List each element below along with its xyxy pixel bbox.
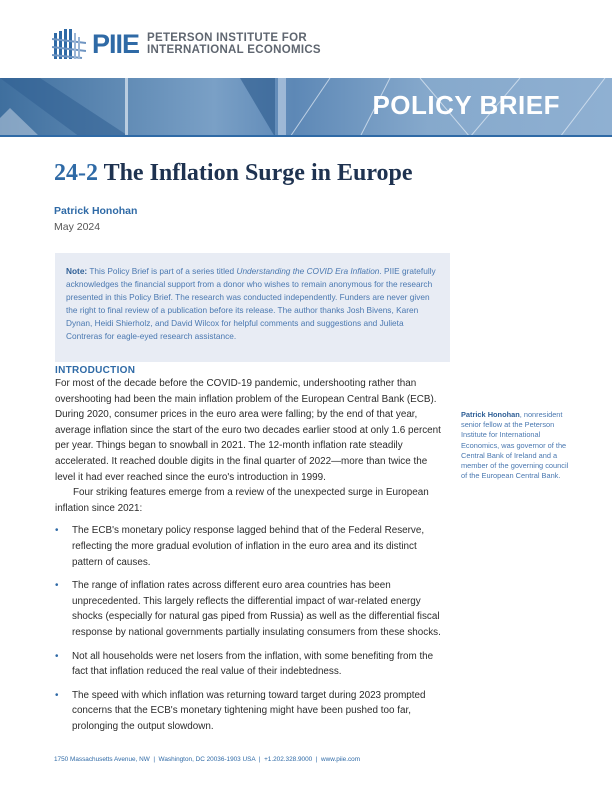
piie-logo: [52, 27, 321, 61]
key-features-list: [55, 523, 450, 734]
title-text: The Inflation Surge in Europe: [103, 160, 413, 186]
building-logo-icon: [52, 27, 86, 61]
list-item: • The ECB's monetary policy response lagged behind that of the Federal Reserve, reflecting the more gradual evolution of inflation in the euro area and its distinct pattern of causes.: [55, 523, 450, 570]
institute-name-line1: PETERSON INSTITUTE FOR: [147, 32, 307, 44]
paragraph: For most of the decade before the COVID-19 pandemic, undershooting rather than overshooting had been the main inflation problem of the European Central Bank (ECB). During 2020, consumer prices in the euro area were falling; by the end of that year, average inflation since the start of the euro two decades earlier stood at only 1.6 percent per year. Things began to snowball in 2021. The 12-month inflation rate steadily accelerated. It reached double digits in the final quarter of 2022—more than twice the level it had ever reached since the euro's introduction in 1999.: [55, 378, 441, 483]
policy-brief-banner: [0, 78, 612, 137]
bio-name: Patrick Honohan: [461, 410, 520, 419]
list-item: • Not all households were net losers from the inflation, with some benefiting from the fact that inflation reduced the real value of their indebtedness.: [55, 649, 450, 680]
brief-number: 24-2: [54, 160, 98, 186]
footer-address: 1750 Massachusetts Avenue, NW | Washington, DC 20036-1903 USA | +1.202.328.9000 | www.piie.com: [54, 756, 361, 763]
list-item: • The range of inflation rates across different euro area countries has been unprecedented. This largely reflects the differential impact of war-related energy shocks (especially for natural gas piped from Russia) as well as the differential fiscal response by national governments partially insulating consumers from these shocks.: [55, 578, 450, 640]
note-text: This Policy Brief is part of a series titled: [87, 266, 237, 276]
author: Patrick Honohan: [54, 205, 138, 217]
note-label: Note:: [66, 266, 88, 276]
note-box: [55, 253, 450, 362]
logo-abbr: PIIE: [92, 28, 140, 59]
banner-title: POLICY BRIEF: [372, 90, 560, 120]
bio-text: , nonresident senior fellow at the Peterson Institute for International Economics, was governor of the Central Bank of Ireland and a member of the governing council of the European Central Bank.: [461, 410, 569, 481]
institute-name: [147, 32, 321, 56]
section-heading: INTRODUCTION: [55, 365, 136, 376]
page-title: [54, 160, 413, 187]
publication-date: May 2024: [54, 221, 101, 233]
note-text-cont: . PIIE gratefully acknowledges the financial support from a donor who wishes to remain anonymous for the research presented in this Policy Brief. The research was conducted independently. Funders are never given the right to final review of a publication before its release. The author thanks Josh Bivens, Karen Dynan, Heidi Shierholz, and David Wilcox for helpful comments and suggestions and Julieta Contreras for eagle-eyed research assistance.: [66, 266, 436, 342]
paragraph: Four striking features emerge from a review of the unexpected surge in European inflation since 2021:: [55, 487, 429, 514]
institute-name-line2: INTERNATIONAL ECONOMICS: [147, 44, 321, 56]
body-text: [55, 376, 450, 742]
list-item: • The speed with which inflation was returning toward target during 2023 prompted concerns that the ECB's monetary tightening might have been pushed too far, prolonging the output slowdown.: [55, 688, 450, 735]
author-bio: [461, 410, 571, 481]
series-title: Understanding the COVID Era Inflation: [236, 266, 380, 276]
